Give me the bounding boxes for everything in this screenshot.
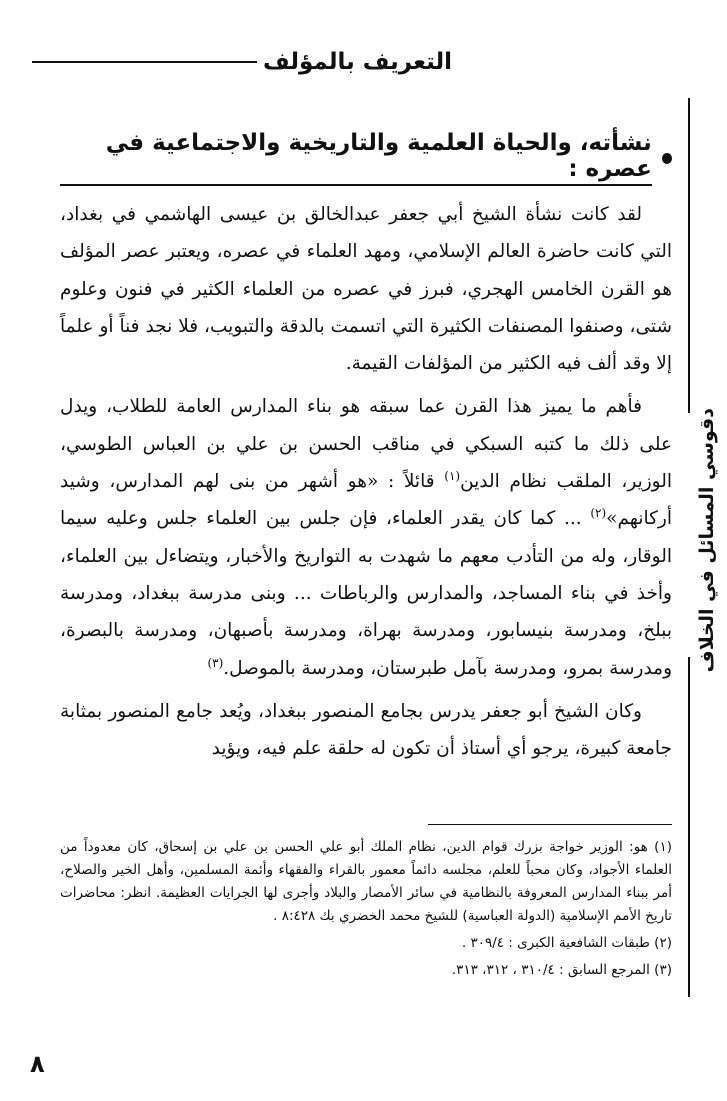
paragraph-2-mid: قائلاً : «هو أشهر من بنى لهم المدارس، وشيد أركانهم»: [60, 471, 672, 530]
footnote-rule: [428, 824, 672, 825]
paragraph-2-rest: ... كما كان يقدر العلماء، فإن جلس بين العلماء جلس وعليه سيما الوقار، وله من التأدب معهم ما شهدت به التواريخ والأخبار، ويتضاءل بين العلماء، وأخذ في بناء المساجد، والمدارس والرباطات ... وبنى مدرسة ببغداد، ومدرسة ببلخ، ومدرسة بنيسابور، ومدرسة بهراة، ومدرسة بأصبهان، ومدرسة بالبصرة، ومدرسة بمرو، ومدرسة بآمل طبرستان، ومدرسة بالموصل.: [60, 508, 672, 679]
page-number: ٨: [30, 1050, 45, 1078]
section-heading-text: نشأته، والحياة العلمية والتاريخية والاجتماعية في عصره :: [60, 130, 652, 186]
section-heading: [60, 130, 672, 186]
footnotes: [60, 836, 672, 986]
paragraph-3: وكان الشيخ أبو جعفر يدرس بجامع المنصور ببغداد، ويُعد جامع المنصور بمثابة جامعة كبيرة، يرجو أي أستاذ أن تكون له حلقة علم فيه، ويؤيد: [60, 700, 672, 760]
page-header: [32, 42, 682, 82]
side-rule-bottom: [688, 657, 690, 997]
header-title: التعريف بالمؤلف: [262, 49, 452, 75]
side-rule-top: [688, 98, 690, 413]
footnote-1: (١) هو: الوزير خواجة بزرك قوام الدين، نظام الملك أبو علي الحسن بن علي بن إسحاق، كان معدوداً من العلماء الأجواد، وكان محباً للعلم، مجلسه دائماً معمور بالقراء والفقهاء وأئمة المسلمين، وأهل الخير والصلاح، أمر ببناء المدارس المعروفة بالنظامية في سائر الأمصار والبلاد وأجرى لها الجرايات العظيمة. انظر: محاضرات تاريخ الأمم الإسلامية (الدولة العباسية) للشيخ محمد الخضري بك ٨:٤٢٨ .: [60, 839, 672, 924]
side-running-title-text: دقوسي المسائل في الخلاف: [696, 407, 718, 673]
footnote-ref-2: (٢): [590, 506, 607, 521]
footnote-ref-3: (٣): [207, 655, 224, 670]
paragraph-1: لقد كانت نشأة الشيخ أبي جعفر عبدالخالق بن عيسى الهاشمي في بغداد، التي كانت حاضرة العالم الإسلامي، ومهد العلماء في عصره، ويعتبر عصر المؤلف هو القرن الخامس الهجري، فبرز في عصره من العلماء الكثير في فنون وعلوم شتى، وصنفوا المصنفات الكثيرة التي اتسمت بالدقة والتبويب، فلا نجد فناً أو علماً إلا وقد ألف فيه الكثير من المؤلفات القيمة.: [60, 204, 672, 375]
bullet-icon: [662, 153, 672, 164]
paragraph-2: [60, 388, 672, 686]
body-text: [60, 196, 672, 773]
footnote-3: (٣) المرجع السابق : ٣١٠/٤ ، ٣١٢، ٣١٣.: [451, 962, 672, 978]
paragraph-2-start: فأهم ما يميز هذا القرن عما سبقه هو بناء المدارس العامة للطلاب، ويدل على ذلك ما كتبه السبكي في مناقب الحسن بن علي بن العباس الطوسي، الوزير، الملقب نظام الدين: [60, 396, 672, 493]
header-rule: [32, 61, 257, 63]
side-running-title: [692, 407, 722, 673]
footnote-ref-1: (١): [444, 468, 461, 483]
footnote-2: (٢) طبقات الشافعية الكبرى : ٣٠٩/٤ .: [461, 935, 672, 951]
